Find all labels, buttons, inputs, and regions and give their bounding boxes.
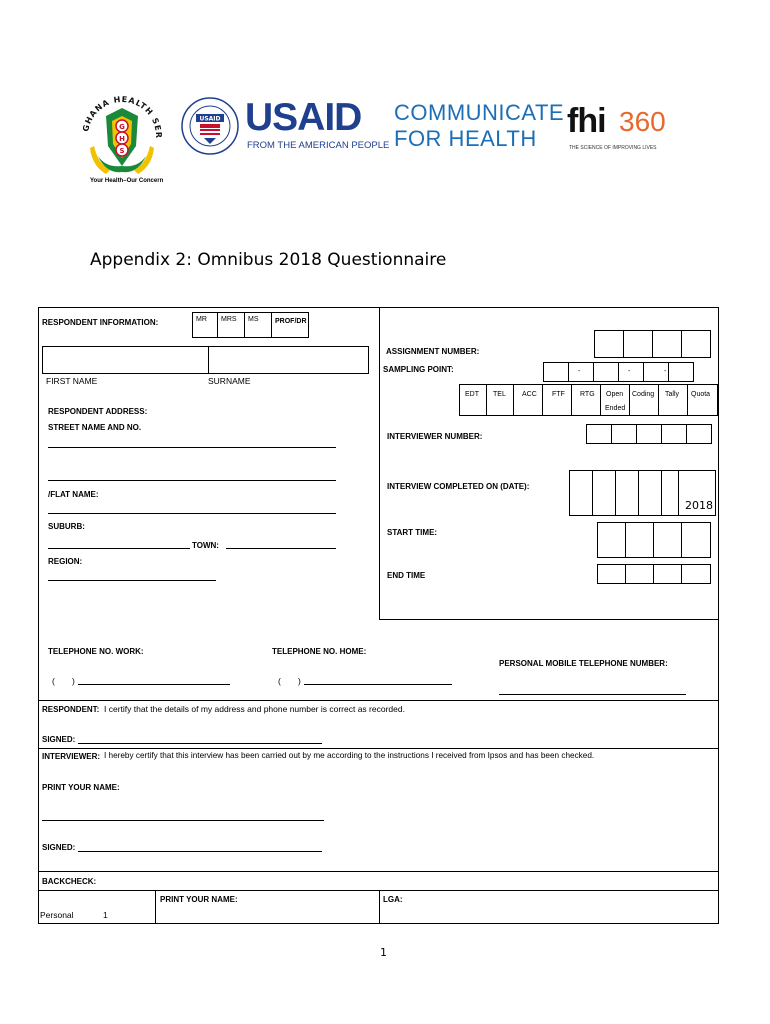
date-box[interactable] — [615, 470, 639, 516]
svg-text:H: H — [119, 135, 125, 143]
assignment-box[interactable] — [681, 330, 711, 358]
respondent-signature-field[interactable] — [78, 743, 322, 744]
page-title: Appendix 2: Omnibus 2018 Questionnaire — [90, 250, 447, 270]
street-label: STREET NAME AND NO. — [48, 423, 142, 432]
title-option-prof-dr[interactable] — [271, 312, 309, 338]
sampling-box[interactable] — [618, 362, 644, 382]
end-time-box[interactable] — [597, 564, 626, 584]
address-label: RESPONDENT ADDRESS: — [48, 407, 148, 416]
date-box[interactable] — [592, 470, 616, 516]
interviewer-signed-label: SIGNED: — [42, 843, 76, 852]
surname-label: SURNAME — [208, 376, 251, 386]
usaid-word: USAID — [245, 96, 362, 139]
backcheck-personal-number: 1 — [103, 910, 108, 920]
street-line-2[interactable] — [48, 480, 336, 481]
ghs-ring-text: GHANA HEALTH SER — [81, 94, 164, 140]
code-coding-label: Coding — [632, 391, 655, 398]
svg-text:USAID: USAID — [199, 115, 221, 123]
assignment-box[interactable] — [594, 330, 624, 358]
assignment-box[interactable] — [623, 330, 653, 358]
title-option-mrs[interactable] — [217, 312, 245, 338]
ghs-emblem-icon — [76, 86, 168, 190]
start-time-box[interactable] — [681, 522, 711, 558]
date-box[interactable] — [638, 470, 662, 516]
suburb-label: SUBURB: — [48, 522, 85, 531]
interviewer-certify-text: I hereby certify that this interview has been carried out by me according to the instructions I received from Ipsos and has been checked. — [104, 751, 595, 760]
work-paren-open: ( — [52, 676, 55, 686]
first-name-label: FIRST NAME — [46, 376, 98, 386]
usaid-wordmark — [245, 96, 390, 156]
code-ftf-label: FTF — [552, 391, 565, 398]
title-option-mr[interactable] — [192, 312, 218, 338]
work-phone-field[interactable] — [78, 684, 230, 685]
sampling-box[interactable] — [543, 362, 569, 382]
code-edt[interactable] — [459, 384, 487, 416]
date-box[interactable] — [661, 470, 679, 516]
end-time-label: END TIME — [387, 571, 426, 580]
street-line-1[interactable] — [48, 447, 336, 448]
mobile-phone-field[interactable] — [499, 694, 686, 695]
code-acc-label: ACC — [522, 391, 537, 398]
title-ms-label: MS — [248, 316, 259, 323]
usaid-seal — [180, 96, 240, 156]
code-open-ended[interactable] — [600, 384, 630, 416]
interviewer-number-box[interactable] — [686, 424, 712, 444]
date-box[interactable] — [569, 470, 593, 516]
code-tally[interactable] — [658, 384, 688, 416]
surname-field[interactable] — [208, 346, 369, 374]
flat-label: /FLAT NAME: — [48, 490, 99, 499]
mobile-phone-label: PERSONAL MOBILE TELEPHONE NUMBER: — [499, 659, 668, 668]
start-time-box[interactable] — [597, 522, 626, 558]
print-name-label: PRINT YOUR NAME: — [42, 783, 120, 792]
backcheck-personal-label: Personal — [40, 910, 74, 920]
page-number: 1 — [380, 946, 387, 959]
region-label: REGION: — [48, 557, 83, 566]
work-paren-close: ) — [72, 676, 75, 686]
home-paren-close: ) — [298, 676, 301, 686]
c4h-line1: COMMUNICATE — [394, 100, 565, 125]
respondent-signed-label: SIGNED: — [42, 735, 76, 744]
date-year-box — [678, 470, 716, 516]
start-time-box[interactable] — [653, 522, 682, 558]
usaid-seal-icon — [180, 96, 240, 156]
fhi-tagline: THE SCIENCE OF IMPROVING LIVES — [569, 145, 657, 151]
interviewer-number-box[interactable] — [611, 424, 637, 444]
code-coding[interactable] — [629, 384, 659, 416]
title-option-ms[interactable] — [244, 312, 272, 338]
code-open-label: Open — [606, 391, 624, 398]
flat-line[interactable] — [48, 513, 336, 514]
town-line[interactable] — [226, 548, 336, 549]
town-label: TOWN: — [192, 541, 219, 550]
code-quota-label: Quota — [691, 391, 711, 398]
fhi-number: 360 — [619, 106, 666, 137]
interviewer-certify-label: INTERVIEWER: — [42, 752, 101, 761]
print-name-field[interactable] — [42, 820, 324, 821]
code-ended-label: Ended — [605, 405, 626, 412]
ghs-tagline: Your Health–Our Concern — [90, 178, 164, 184]
backcheck-lga-label[interactable]: LGA: — [383, 895, 403, 904]
ghs-logo — [76, 86, 168, 190]
code-tally-label: Tally — [665, 391, 680, 398]
code-rtg-label: RTG — [580, 391, 595, 398]
svg-text:G: G — [119, 123, 125, 131]
backcheck-print-name-label[interactable]: PRINT YOUR NAME: — [160, 895, 238, 904]
svg-text:S: S — [119, 147, 125, 155]
region-line[interactable] — [48, 580, 216, 581]
end-time-box[interactable] — [653, 564, 682, 584]
assignment-label: ASSIGNMENT NUMBER: — [386, 347, 480, 356]
title-mrs-label: MRS — [221, 316, 237, 323]
sampling-box[interactable] — [568, 362, 594, 382]
end-time-box[interactable] — [625, 564, 654, 584]
home-phone-field[interactable] — [304, 684, 452, 685]
start-time-box[interactable] — [625, 522, 654, 558]
completed-on-label: INTERVIEW COMPLETED ON (DATE): — [387, 482, 530, 491]
start-time-label: START TIME: — [387, 528, 438, 537]
interviewer-number-label: INTERVIEWER NUMBER: — [387, 432, 483, 441]
respondent-info-label: RESPONDENT INFORMATION: — [42, 318, 159, 327]
code-edt-label: EDT — [465, 391, 479, 398]
home-paren-open: ( — [278, 676, 281, 686]
backcheck-label: BACKCHECK: — [42, 877, 97, 886]
interviewer-number-box[interactable] — [661, 424, 687, 444]
home-phone-label: TELEPHONE NO. HOME: — [272, 647, 367, 656]
sampling-dash: - — [628, 368, 631, 375]
sampling-label: SAMPLING POINT: — [383, 365, 454, 374]
title-mr-label: MR — [196, 316, 207, 323]
code-ftf[interactable] — [542, 384, 572, 416]
interviewer-signature-field[interactable] — [78, 851, 322, 852]
end-time-box[interactable] — [681, 564, 711, 584]
assignment-box[interactable] — [652, 330, 682, 358]
sampling-dash: - — [664, 368, 667, 375]
code-quota[interactable] — [687, 384, 718, 416]
code-tel[interactable] — [486, 384, 514, 416]
fhi-word: fhi — [567, 102, 606, 140]
sampling-box[interactable] — [593, 362, 619, 382]
code-tel-label: TEL — [493, 391, 506, 398]
suburb-line[interactable] — [48, 548, 190, 549]
work-phone-label: TELEPHONE NO. WORK: — [48, 647, 144, 656]
usaid-sub: FROM THE AMERICAN PEOPLE — [247, 140, 390, 151]
first-name-field[interactable] — [42, 346, 209, 374]
interviewer-number-box[interactable] — [586, 424, 612, 444]
code-acc[interactable] — [513, 384, 543, 416]
respondent-certify-label: RESPONDENT: — [42, 705, 100, 714]
fhi360-logo — [567, 102, 677, 156]
title-prof-dr-label: PROF/DR — [275, 318, 307, 325]
c4h-logo — [394, 100, 564, 156]
date-year: 2018 — [685, 499, 713, 512]
interviewer-number-box[interactable] — [636, 424, 662, 444]
code-rtg[interactable] — [571, 384, 601, 416]
c4h-line2: FOR HEALTH — [394, 126, 537, 151]
respondent-certify-text: I certify that the details of my address and phone number is correct as recorded. — [104, 704, 405, 714]
sampling-box[interactable] — [668, 362, 694, 382]
sampling-dash: - — [578, 368, 581, 375]
